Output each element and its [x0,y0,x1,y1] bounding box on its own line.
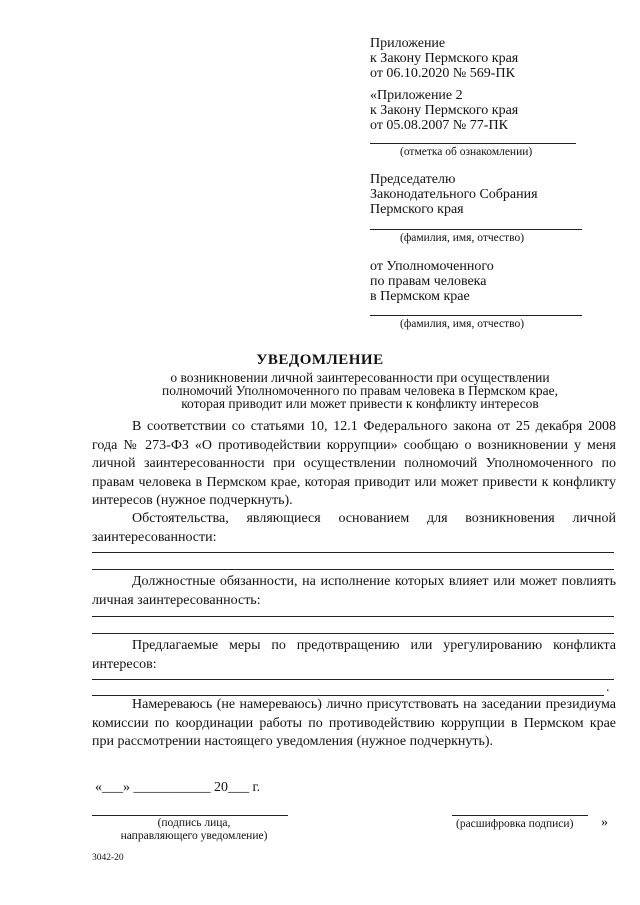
signature-caption-line: (подпись лица, [157,817,231,829]
measures-text: Предлагаемые меры по предотвращению или урегулированию конфликта интересов: [92,638,616,672]
decode-caption: (расшифровка подписи) [456,818,574,830]
circumstances-blank-line [92,569,614,570]
duties-blank-line [92,633,614,634]
measures-paragraph [92,637,616,674]
annex2-line: к Закону Пермского края [370,103,519,118]
acknowledgement-caption: (отметка об ознакомлении) [400,146,533,158]
circumstances-text: Обстоятельства, являющиеся основанием для возникновения личной заинтересованности: [92,511,616,545]
addressee-line: Пермского края [370,202,464,217]
annex2-line: «Приложение 2 [370,88,463,103]
signature-blank-line [92,815,288,816]
circumstances-blank-line [92,552,614,553]
duties-paragraph [92,573,616,610]
addressee-name-blank-line [370,229,582,230]
sender-block [370,259,494,304]
signature-caption [96,817,292,843]
sender-name-blank-line [370,315,582,316]
annex2-reference [370,88,518,133]
measures-blank-line [92,679,614,680]
addressee-block [370,172,538,217]
addressee-line: Законодательного Собрания [370,187,538,202]
subtitle-line: о возникновении личной заинтересованности при осуществлении [170,370,550,385]
circumstances-paragraph [92,510,616,547]
document-title: УВЕДОМЛЕНИЕ [256,352,384,368]
annex-reference [370,36,518,81]
duties-text: Должностные обязанности, на исполнение которых влияет или может повлиять личная заинтересованность: [92,574,616,608]
closing-quote: » [601,815,608,830]
annex-line: Приложение [370,36,446,51]
sender-line: в Пермском крае [370,289,470,304]
duties-blank-line [92,616,614,617]
notification-paragraph [92,418,616,511]
annex2-line: от 05.08.2007 № 77-ПК [370,118,508,133]
annex-line: к Закону Пермского края [370,51,519,66]
decode-blank-line [452,815,588,816]
signature-caption-line: направляющего уведомление) [120,830,268,842]
subtitle-line: полномочий Уполномоченного по правам человека в Пермском крае, [162,383,558,398]
sender-line: от Уполномоченного [370,259,494,274]
annex-line: от 06.10.2020 № 569-ПК [370,66,515,81]
document-code: 3042-20 [92,853,124,863]
acknowledgement-blank-line [370,143,576,144]
addressee-name-caption: (фамилия, имя, отчество) [400,232,525,244]
attendance-text: Намереваюсь (не намереваюсь) лично присутствовать на заседании президиума комиссии по координации работы по противодействию коррупции в Пермском крае при рассмотрении настоящего уведомления (нужное подчеркнуть). [92,697,616,749]
sender-name-caption: (фамилия, имя, отчество) [400,318,525,330]
measures-period: . [606,680,610,695]
addressee-line: Председателю [370,172,456,187]
notification-text: В соответствии со статьями 10, 12.1 Федерального закона от 25 декабря 2008 года № 273-ФЗ «О противодействии коррупции» сообщаю о возникновении у меня личной заинтересованности при осуществлении полномочий Уполномоченного по правам человека в Пермском крае, которая приводит или может привести к конфликту интересов (нужное подчеркнуть). [92,419,616,508]
attendance-paragraph [92,696,616,752]
sender-line: по правам человека [370,274,487,289]
date-line: «___» ___________ 20___ г. [95,780,261,795]
subtitle-line: которая приводит или может привести к конфликту интересов [181,396,539,411]
document-subtitle [100,371,620,410]
